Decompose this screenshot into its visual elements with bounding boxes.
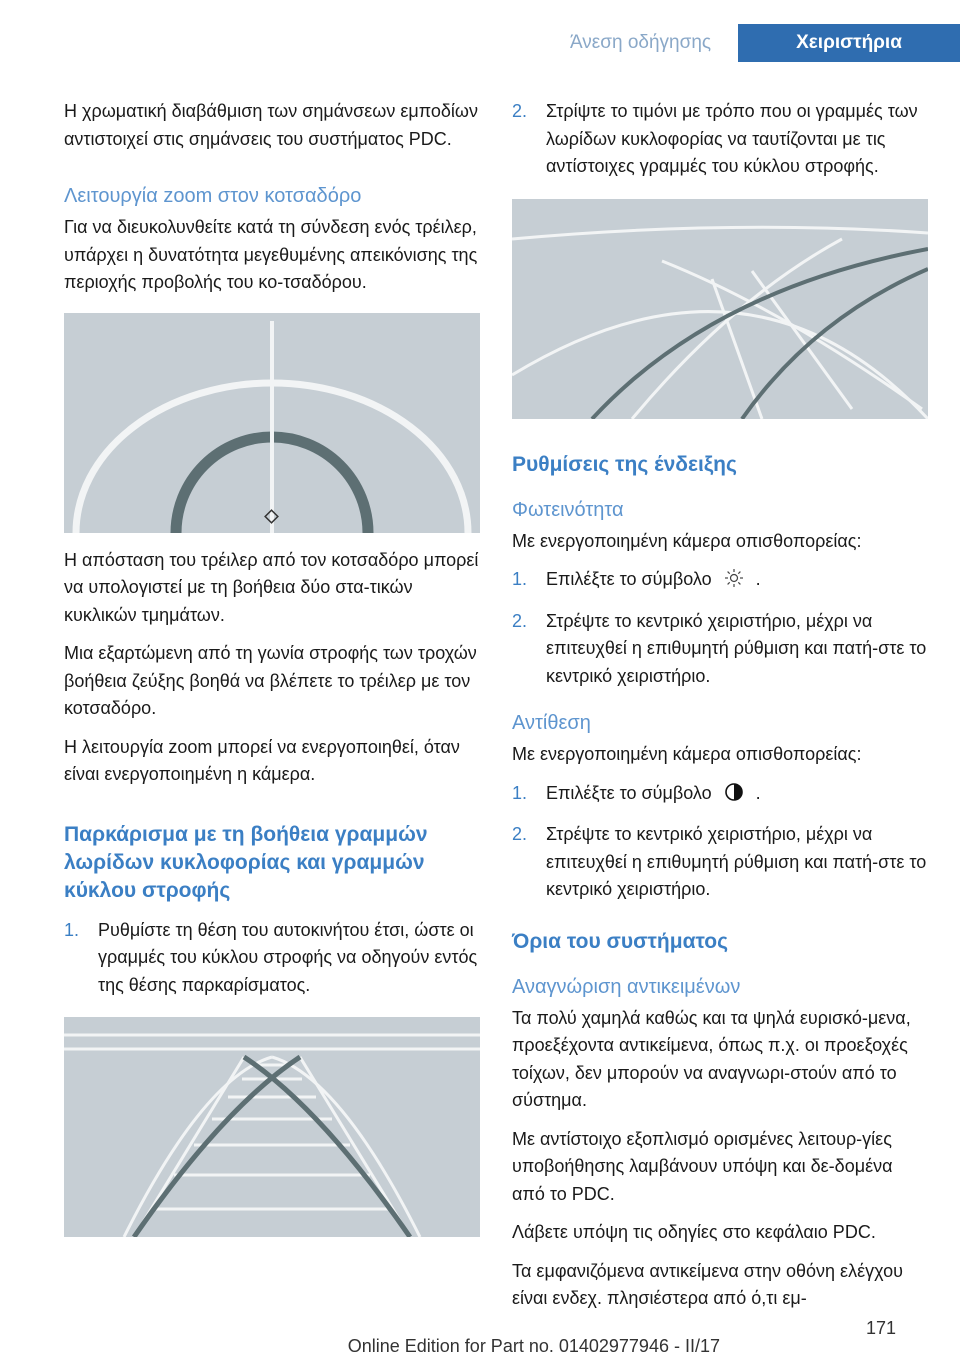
parking-steps-right [512, 98, 928, 181]
system-limits-heading: Όρια του συστήματος [512, 929, 729, 953]
contrast-intro: Με ενεργοποιημένη κάμερα οπισθοπορείας: [512, 744, 862, 764]
step-end: . [755, 569, 761, 589]
section-title: Άνεση οδήγησης [543, 24, 738, 62]
list-item [512, 780, 928, 812]
step-end: . [755, 782, 761, 803]
brightness-heading: Φωτεινότητα [512, 498, 624, 521]
step-text: Ρυθμίστε τη θέση του αυτοκινήτου έτσι, ώστε οι γραμμές του κύκλου στροφής να οδηγούν εντός της θέσης παρκαρίσματος. [98, 919, 478, 995]
page-header [543, 24, 960, 62]
list-item [64, 917, 480, 1000]
hitch-zoom-figure [64, 313, 480, 533]
step-text: Επιλέξτε το σύμβολο [546, 782, 712, 803]
detection-paragraph-2: Με αντίστοιχο εξοπλισμό ορισμένες λειτουρ‐γίες υποβοήθησης λαμβάνουν υπόψη και δε‐δομένα από το PDC. [512, 1128, 893, 1204]
step-number: 2. [512, 824, 528, 844]
list-item [512, 98, 928, 181]
curved-lane-figure [512, 199, 928, 419]
lane-lines-illustration [64, 1017, 480, 1237]
sun-brightness-icon [723, 567, 745, 598]
activate-paragraph: Η λειτουργία zoom μπορεί να ενεργοποιηθεί, όταν είναι ενεργοποιημένη η κάμερα. [64, 736, 460, 784]
lane-lines-figure [64, 1017, 480, 1237]
step-number: 1. [512, 569, 528, 589]
step-text: Επιλέξτε το σύμβολο [546, 569, 712, 589]
page-number: 171 [865, 1318, 896, 1338]
chapter-title: Χειριστήρια [738, 24, 960, 62]
contrast-steps [512, 780, 928, 904]
step-text: Στρίψτε το τιμόνι με τρόπο που οι γραμμές των λωρίδων κυκλοφορίας να ταυτίζονται με τις αντίστοιχες γραμμές του κύκλου στροφής. [546, 101, 918, 176]
brightness-intro: Με ενεργοποιημένη κάμερα οπισθοπορείας: [512, 530, 862, 551]
display-settings-heading: Ρυθμίσεις της ένδειξης [512, 452, 737, 476]
parking-steps-left [64, 917, 480, 1000]
half-circle-contrast-icon [723, 781, 745, 812]
step-text: Στρέψτε το κεντρικό χειριστήριο, μέχρι να επιτευχθεί η επιθυμητή ρύθμιση και πατή‐στε το κεντρικό χειριστήριο. [546, 824, 927, 899]
list-item [512, 821, 928, 904]
step-number: 2. [512, 610, 528, 631]
right-column [512, 98, 928, 1324]
edition-footer: Online Edition for Part no. 01402977946 - II/17 [347, 1336, 720, 1356]
contrast-heading: Αντίθεση [512, 712, 591, 734]
zoom-paragraph: Για να διευκολυνθείτε κατά τη σύνδεση ενός τρέιλερ, υπάρχει η δυνατότητα μεγεθυμένης απεικόνισης της περιοχής προβολής του κο‐τσαδόρου. [64, 217, 478, 292]
angle-paragraph: Μια εξαρτώμενη από τη γωνία στροφής των τροχών βοήθεια ζεύξης βοηθά να βλέπετε το τρέιλερ με τον κοτσαδόρο. [64, 643, 477, 718]
list-item [512, 608, 928, 691]
left-column [64, 98, 480, 1251]
detection-paragraph-4: Τα εμφανιζόμενα αντικείμενα στην οθόνη ελέγχου είναι ενδεχ. πλησιέστερα από ό,τι εμ‐ [512, 1260, 903, 1308]
distance-paragraph: Η απόσταση του τρέιλερ από τον κοτσαδόρο μπορεί να υπολογιστεί με τη βοήθεια δύο στα‐τικών κυκλικών τμημάτων. [64, 549, 479, 625]
parking-heading: Παρκάρισμα με τη βοήθεια γραμμών λωρίδων κυκλοφορίας και γραμμών κύκλου στροφής [64, 822, 428, 902]
zoom-heading: Λειτουργία zoom στον κοτσαδόρο [64, 185, 362, 207]
object-detection-heading: Αναγνώριση αντικειμένων [512, 975, 741, 998]
hitch-zoom-illustration [64, 313, 480, 533]
intro-paragraph: Η χρωματική διαβάθμιση των σημάνσεων εμποδίων αντιστοιχεί στις σημάνσεις του συστήματος PDC. [64, 101, 478, 149]
detection-paragraph-3: Λάβετε υπόψη τις οδηγίες στο κεφάλαιο PDC. [512, 1222, 876, 1242]
curved-lane-illustration [512, 199, 928, 419]
step-number: 2. [512, 101, 528, 121]
detection-paragraph-1: Τα πολύ χαμηλά καθώς και τα ψηλά ευρισκό‐μενα, προεξέχοντα αντικείμενα, όπως π.χ. οι προεξοχές τοίχων, δεν μπορούν να αναγνωρι‐στούν από το σύστημα. [512, 1007, 911, 1110]
step-number: 1. [64, 919, 80, 940]
step-text: Στρέψτε το κεντρικό χειριστήριο, μέχρι να επιτευχθεί η επιθυμητή ρύθμιση και πατή‐στε το κεντρικό χειριστήριο. [546, 610, 927, 686]
step-number: 1. [512, 782, 528, 803]
brightness-steps [512, 566, 928, 690]
list-item [512, 566, 928, 598]
